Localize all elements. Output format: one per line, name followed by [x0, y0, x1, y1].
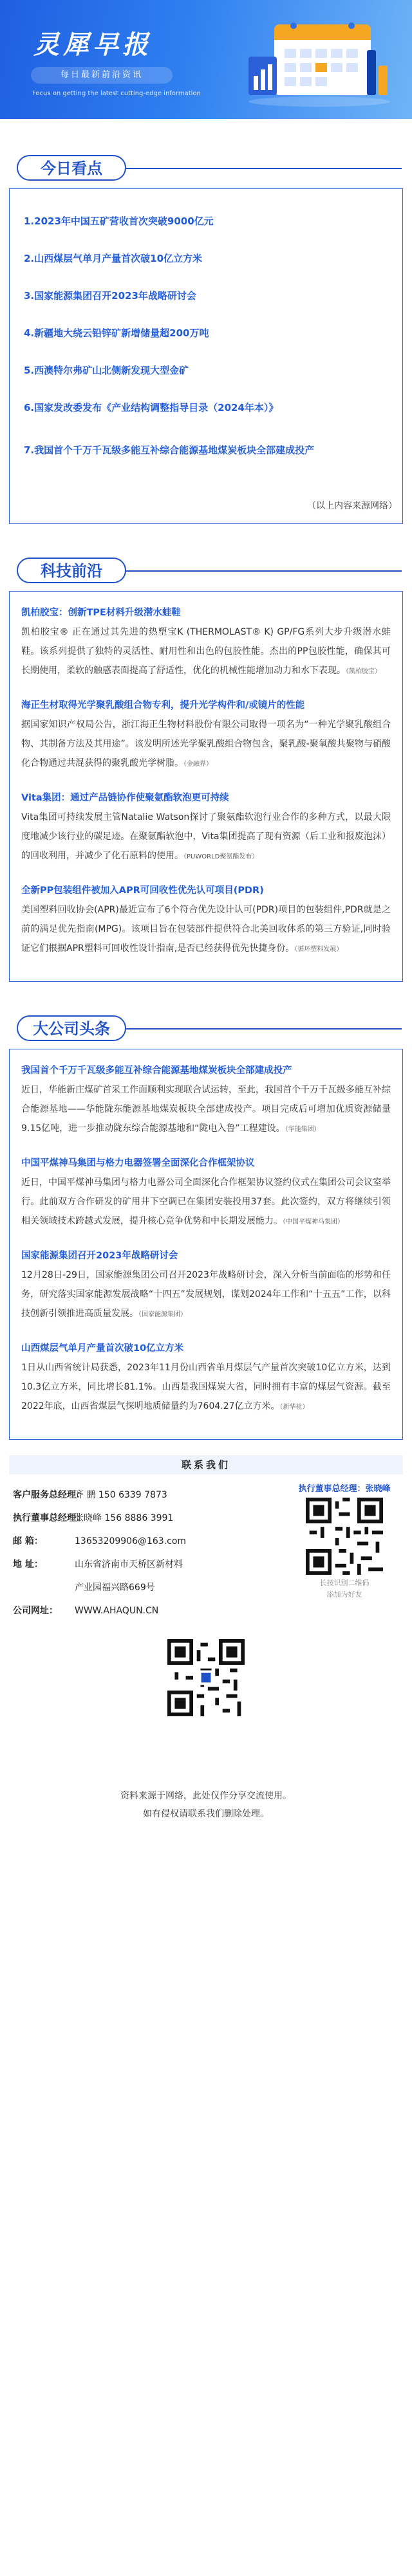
news-item-5[interactable]: 5.西澳特尔弗矿山北侧新发现大型金矿: [24, 365, 189, 376]
banner-tagline: Focus on getting the latest cutting-edge information: [32, 90, 201, 97]
company-heading: 大公司头条: [17, 1015, 126, 1041]
article-body: 凯柏胶宝® 正在通过其先进的热塑宝K (THERMOLAST® K) GP/FG系列大步升级潜水蛙鞋。该系列提供了独特的灵活性、耐用性和出色的包胶性能。杰出的PP包胶性能，确保其可长期使用，柔软的触感表面提高了舒适性，优化的机械性能增加动力和水下表现。（凯柏胶宝）: [21, 627, 391, 676]
source-note: （以上内容来源网络）: [307, 501, 397, 511]
article-title[interactable]: 山西煤层气单月产量首次破10亿立方米: [21, 1343, 184, 1354]
company-articles-panel: [9, 1049, 403, 1440]
article-body: 据国家知识产权局公告，浙江海正生物材料股份有限公司取得一项名为“一种光学聚乳酸组合物、其制备方法及其用途”。该发明所述光学聚乳酸组合物包含，聚乳酸-聚氧酸共聚物与硝酸化合物通过共混获得的聚乳酸光学树脂。（金融界）: [21, 720, 391, 768]
banner-title: 灵犀早报: [33, 30, 152, 60]
news-item-1[interactable]: 1.2023年中国五矿营收首次突破9000亿元: [24, 215, 214, 227]
article: [21, 1154, 391, 1232]
calendar-chart-illustration-icon: [236, 12, 397, 108]
article-body: Vita集团可持续发展主管Natalie Watson探讨了聚氨酯软泡行业合作的多种方式，以最大限度地减少该行业的碳足迹。在聚氨酯软泡中，Vita集团提高了现有资源（后工业和报废泡沫）的回收利用，并减少了化石原料的使用。（PUWORLD聚氨酯发布）: [21, 812, 391, 861]
article-body: 近日，中国平煤神马集团与格力电器公司全面深化合作框架协议签约仪式在集团公司会议室举行。此前双方合作研发的矿用井下空调已在集团安装投用37套。此次签约，双方将继续引领相关领域技术跨越式发展，提升核心竞争优势和中长期发展能力。（中国平煤神马集团）: [21, 1177, 391, 1226]
article-source: （中国平煤神马集团）: [283, 1219, 344, 1226]
contact-panel: [9, 1478, 403, 1710]
section-divider-line: [126, 168, 402, 169]
qr-hint-line-2: 添加为好友: [326, 1590, 362, 1599]
footer-line-1: 资料来源于网络，此处仅作分享交流使用。: [120, 1791, 292, 1801]
header-banner: [0, 0, 412, 119]
article-title[interactable]: 中国平煤神马集团与格力电器签署全面深化合作框架协议: [21, 1158, 255, 1168]
article-body: 近日，华能新庄煤矿首采工作面顺利实现联合试运转，至此，我国首个千万千瓦级多能互补综合能源基地——华能陇东能源基地煤炭板块全部建成投产。项目完成后可增加优质资源储量9.15亿吨，进一步推动陇东综合能源基地和“陇电入鲁”工程建设。（华能集团）: [21, 1085, 391, 1134]
news-item-7[interactable]: 7.我国首个千万千瓦级多能互补综合能源基地煤炭板块全部建成投产: [24, 444, 315, 456]
article-source: （PUWORLD聚氨酯发布）: [183, 853, 259, 860]
contact-line-email[interactable]: 邮 箱： 13653209906@163.com: [13, 1536, 187, 1547]
contact-line-director: 执行董事总经理：张晓峰 156 8886 3991: [13, 1513, 174, 1523]
article: [21, 1339, 391, 1417]
company-section-header: [0, 1005, 412, 1049]
article-source: （国家能源集团）: [138, 1311, 187, 1318]
qr-code-icon[interactable]: [167, 1639, 245, 1716]
contact-line-service: 客户服务总经理：齐 鹏 150 6339 7873: [13, 1490, 167, 1500]
tech-section-header: [0, 547, 412, 591]
tech-heading: 科技前沿: [17, 558, 126, 583]
article: [21, 1246, 391, 1325]
footer-disclaimer: [9, 1787, 403, 1823]
news-item-3[interactable]: 3.国家能源集团召开2023年战略研讨会: [24, 290, 196, 302]
article-source: （凯柏胶宝）: [346, 668, 381, 675]
article-body: 1日从山西省统计局获悉，2023年11月份山西省单月煤层气产量首次突破10亿立方米，达到10.3亿立方米，同比增长81.1%。山西是我国煤炭大省，同时拥有丰富的煤层气资源。截至2022年底，山西省煤层气探明地质储量约为7604.27亿立方米。（新华社）: [21, 1363, 391, 1411]
today-news-panel: [9, 188, 403, 524]
contact-line-address: 地 址： 山东省济南市天桥区新材料: [13, 1559, 183, 1570]
article: [21, 1061, 391, 1139]
contact-line-address-cont: 产业园福兴路669号: [75, 1583, 155, 1593]
article-title[interactable]: Vita集团：通过产品链协作使聚氨酯软泡更可持续: [21, 793, 229, 803]
article-body: 12月28日-29日，国家能源集团公司召开2023年战略研讨会，深入分析当前面临的形势和任务，研究落实国家能源发展战略“十四五”发展规划，谋划2024年工作和“十五五”工作，以科技创新引领推进高质量发展。（国家能源集团）: [21, 1270, 391, 1319]
article: [21, 603, 391, 682]
tech-articles-panel: [9, 591, 403, 982]
news-item-6[interactable]: 6.国家发改委发布《产业结构调整指导目录（2024年本）》: [24, 402, 279, 413]
article-title[interactable]: 全新PP包装组件被加入APR可回收性优先认可项目(PDR): [21, 885, 264, 896]
section-divider-line: [126, 1028, 402, 1029]
article-source: （金融界）: [183, 761, 212, 768]
article-title[interactable]: 我国首个千万千瓦级多能互补综合能源基地煤炭板块全部建成投产: [21, 1066, 292, 1076]
article: [21, 881, 391, 959]
article: [21, 788, 391, 867]
article-source: （循环塑料发展）: [294, 946, 343, 953]
article-body: 美国塑料回收协会(APR)最近宣布了6个符合优先设计认可(PDR)项目的包装组件,PDR就是之前的满足优先指南(MPG)。该项目旨在包装部件提供符合北美回收体系的第三方验证,同时验证它们根据APR塑料可回收性设计指南,是否已经获得优先快捷身份。（循环塑料发展）: [21, 905, 391, 954]
account-qr-block: [9, 1639, 403, 1719]
today-section-header: [0, 145, 412, 188]
article: [21, 696, 391, 774]
contact-heading: 联系我们: [9, 1455, 403, 1474]
qr-caption: 执行董事总经理：张晓峰: [298, 1484, 391, 1494]
footer-line-2: 如有侵权请联系我们删除处理。: [143, 1809, 269, 1819]
qr-hint-line-1: 长按识别二维码: [319, 1579, 370, 1587]
contact-line-website[interactable]: 公司网址： WWW.AHAQUN.CN: [13, 1606, 159, 1616]
article-title[interactable]: 海正生材取得光学聚乳酸组合物专利，提升光学构件和/或镜片的性能: [21, 700, 305, 711]
news-item-2[interactable]: 2.山西煤层气单月产量首次破10亿立方米: [24, 253, 203, 264]
news-item-4[interactable]: 4.新疆地大绕云铅锌矿新增储量超200万吨: [24, 327, 209, 339]
today-heading: 今日看点: [17, 155, 126, 181]
article-source: （新华社）: [279, 1404, 309, 1411]
director-qr-block: [290, 1481, 399, 1601]
banner-subtitle: 每日最新前沿资讯: [31, 67, 173, 84]
article-source: （华能集团）: [285, 1126, 321, 1133]
article-title[interactable]: 凯柏胶宝：创新TPE材料升级潜水蛙鞋: [21, 608, 181, 618]
qr-code-icon[interactable]: [306, 1498, 383, 1575]
section-divider-line: [126, 570, 402, 572]
article-title[interactable]: 国家能源集团召开2023年战略研讨会: [21, 1251, 178, 1261]
